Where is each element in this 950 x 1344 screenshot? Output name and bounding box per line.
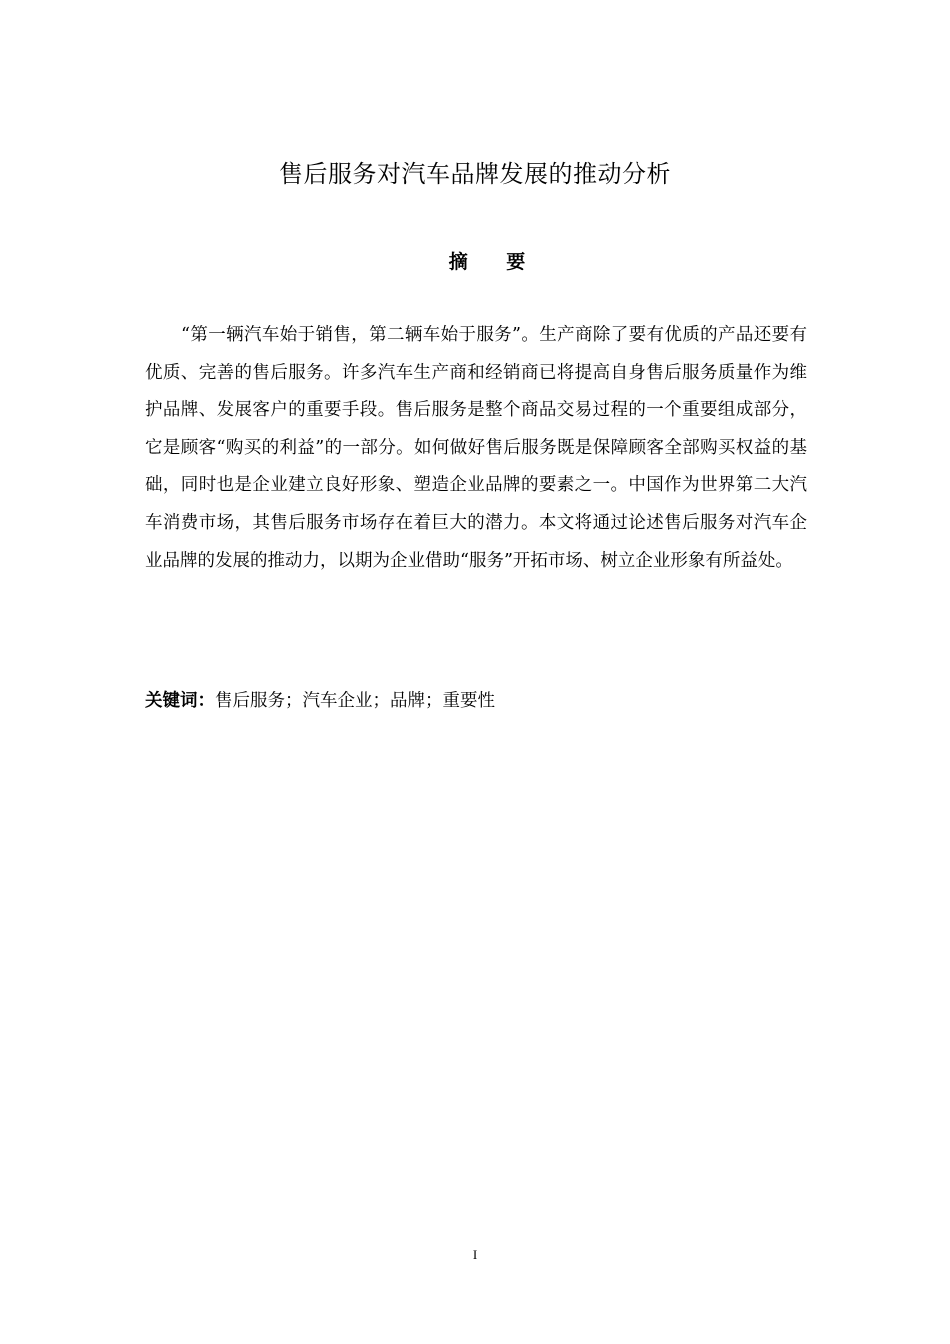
page-number: I xyxy=(472,1247,478,1262)
abstract-heading: 摘 要 xyxy=(448,251,542,273)
keywords-line xyxy=(145,686,807,716)
abstract-paragraph: “第一辆汽车始于销售，第二辆车始于服务”。生产商除了要有优质的产品还要有优质、完善的售后服务。许多汽车生产商和经销商已将提高自身售后服务质量作为维护品牌、发展客户的重要手段。售后服务是整个商品交易过程的一个重要组成部分，它是顾客“购买的利益”的一部分。如何做好售后服务既是保障顾客全部购买权益的基础，同时也是企业建立良好形象、塑造企业品牌的要素之一。中国作为世界第二大汽车消费市场，其售后服务市场存在着巨大的潜力。本文将通过论述售后服务对汽车企业品牌的发展的推动力，以期为企业借助“服务”开拓市场、树立企业形象有所益处。 xyxy=(145,325,807,571)
keywords-value: 售后服务；汽车企业；品牌；重要性 xyxy=(215,691,495,711)
document-title: 售后服务对汽车品牌发展的推动分析 xyxy=(279,160,671,188)
keywords-label: 关键词： xyxy=(145,691,215,711)
